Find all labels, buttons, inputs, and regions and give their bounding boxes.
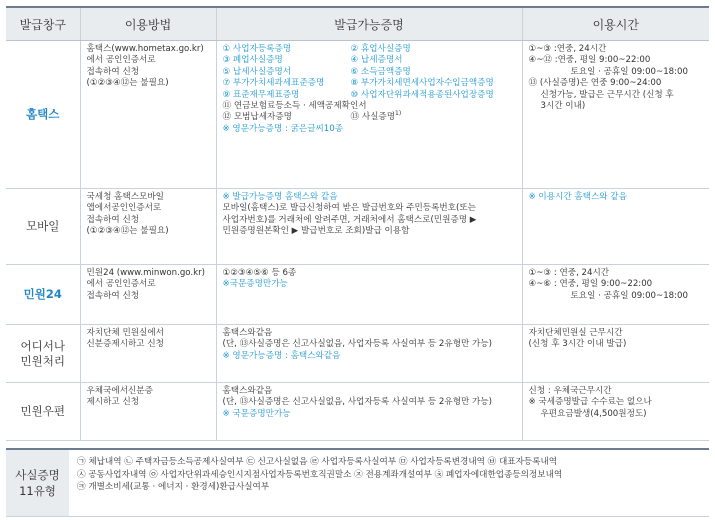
method-line: 에서 공인인증서로 <box>86 279 156 290</box>
cert-item: ⑪ 연금보험료등소득 · 세액공제확인서 <box>222 101 367 112</box>
cert-desc: 홈택스와같음 <box>222 328 273 338</box>
cert-item: ⑫ 모범납세자증명 <box>222 112 292 123</box>
cert-item: ② 휴업사실증명 <box>350 44 411 54</box>
cert-note: ※ 국문증명만가능 <box>222 408 291 419</box>
cert-note: ※ 영문가능증명 : 굵은글씨10종 <box>222 123 344 134</box>
fact-types-label-line: 11유형 <box>19 484 56 498</box>
method-line: 제시하고 신청 <box>86 397 140 408</box>
channel-post: 민원우편 <box>6 383 80 441</box>
footnote-marker: 1) <box>395 110 402 118</box>
row-minwon24 <box>6 265 709 325</box>
method-line: 자치단체 민원실에서 <box>86 328 164 338</box>
hours-mobile <box>522 189 709 265</box>
hours-line: (신청 후 3시간 이내 발급) <box>528 339 627 350</box>
row-mobile <box>6 189 709 265</box>
hours-line: ①~③ :연중, 24시간 <box>528 44 607 54</box>
fact-types-line: ㉦ 공동사업자내역 ㉧ 사업자단위과세승인시지점사업자등록번호직권말소 ㉨ 전용계좌개설여부 ㉩ 폐업자에대한업종등의정보내역 <box>77 469 563 480</box>
method-line: 신분증제시하고 신청 <box>86 339 164 350</box>
header-certs: 발급가능증명 <box>216 7 522 41</box>
cert-item-text: ⑬ 사실증명 <box>350 112 396 123</box>
method-line: 국세청 홈택스모바일 <box>86 192 164 202</box>
hours-line: ④~⑥ : 연중, 평일 9:00~22:00 <box>528 279 653 290</box>
row-hometax <box>6 41 709 189</box>
method-line: 접속하여 신청 <box>86 214 140 225</box>
cert-item: ① 사업자등록증명 <box>222 44 292 54</box>
method-minwon24 <box>80 265 216 325</box>
cert-item: ⑥ 소득금액증명 <box>350 66 411 77</box>
hours-line: 토요일 · 공휴일 09:00~18:00 <box>570 290 688 301</box>
method-line: 접속하여 신청 <box>86 66 140 77</box>
channel-anywhere <box>6 325 80 383</box>
fact-types-list <box>69 450 709 516</box>
method-line: 접속하여 신청 <box>86 290 140 301</box>
certs-anywhere <box>216 325 522 383</box>
method-line: 에서 공인인증서로 <box>86 55 156 66</box>
hours-line: 자치단체민원실 근무시간 <box>528 328 623 338</box>
certs-minwon24 <box>216 265 522 325</box>
hours-minwon24 <box>522 265 709 325</box>
channel-anywhere-line: 어디서나 <box>20 338 65 353</box>
hours-line: 우편요금발생(4,500원정도) <box>540 408 647 419</box>
method-line: 앱에서공인인증서로 <box>86 203 162 214</box>
method-line: (①②③④⑫는 불필요) <box>86 226 169 237</box>
hours-line: 토요일 · 공휴일 09:00~18:00 <box>570 66 688 77</box>
cert-item: ④ 납세증명서 <box>350 55 403 66</box>
hours-anywhere <box>522 325 709 383</box>
channel-hometax: 홈택스 <box>6 41 80 189</box>
fact-types-label-line: 사실증명 <box>15 468 60 482</box>
hours-line: ※ 국세증명발급 수수료는 없으나 <box>528 397 652 408</box>
fact-types-label <box>6 450 69 516</box>
cert-item <box>351 112 516 123</box>
fact-types-line: ㉠ 체납내역 ㉡ 주택자금등소득공제사실여부 ㉢ 신고사실없음 ㉣ 사업자등록사실여부 ㉤ 사업자등록변경내역 ㉥ 대표자등록내역 <box>77 457 558 467</box>
certs-post <box>216 383 522 441</box>
cert-note: ※ 발급가능증명 홈택스와 같음 <box>222 192 338 202</box>
header-hours: 이용시간 <box>522 7 709 41</box>
issuance-table <box>6 6 709 441</box>
method-post <box>80 383 216 441</box>
cert-item: ⑦ 부가가치세과세표준증명 <box>222 78 325 89</box>
hours-line: ①~③ : 연중, 24시간 <box>528 268 610 278</box>
cert-desc: 사업자번호)를 거래처에 알려주면, 거래처에서 홈택스로(민원증명 ▶ <box>222 214 477 225</box>
method-hometax <box>80 41 216 189</box>
cert-item: ⑨ 표준재무제표증명 <box>222 89 300 100</box>
hours-line: ⑬ (사실증명)은 연중 9:00~24:00 <box>528 78 662 89</box>
hours-hometax <box>522 41 709 189</box>
cert-item: ③ 폐업사실증명 <box>222 55 283 66</box>
hours-line: 신청가능, 발급은 근무시간 (신청 후 <box>540 89 674 100</box>
certs-mobile <box>216 189 522 265</box>
method-mobile <box>80 189 216 265</box>
certs-hometax <box>216 41 522 189</box>
cert-desc: (단, ⑬사실증명은 신고사실없음, 사업자등록 사실여부 등 2유형만 가능) <box>222 339 492 350</box>
fact-types-line: ㉪ 개별소비세(교통 · 에너지 · 환경세)환급사실여부 <box>77 482 270 493</box>
method-line: 민원24 (www.minwon.go.kr) <box>86 268 205 278</box>
hours-note: ※ 이용시간 홈택스와 같음 <box>528 192 627 202</box>
channel-minwon24: 민원24 <box>6 265 80 325</box>
hours-line: ④~⑫ :연중, 평일 9:00~22:00 <box>528 55 651 66</box>
cert-desc: 홈택스와같음 <box>222 386 273 396</box>
channel-mobile: 모바일 <box>6 189 80 265</box>
cert-note: ※국문증명만가능 <box>222 279 288 290</box>
cert-desc: (단, ⑬사실증명은 신고사실없음, 사업자등록 사실여부 등 2유형만 가능) <box>222 397 492 408</box>
header-channel: 발급창구 <box>6 7 80 41</box>
method-line: (①②③④⑫는 불필요) <box>86 78 169 89</box>
method-line: 우체국에서신분증 <box>86 386 153 396</box>
hours-post <box>522 383 709 441</box>
channel-anywhere-line: 민원처리 <box>20 353 65 368</box>
row-anywhere <box>6 325 709 383</box>
cert-note: ※ 영문가능증명 : 홈택스와같음 <box>222 350 341 361</box>
cert-item: ⑤ 납세사실증명서 <box>222 66 292 77</box>
cert-desc: 민원증명원본확인 ▶ 발급번호로 조회)발급 이용함 <box>222 226 410 237</box>
hours-line: 3시간 이내) <box>540 101 586 112</box>
cert-item: ⑩ 사업자단위과세적용종된사업장증명 <box>350 89 494 100</box>
table-header-row <box>6 7 709 41</box>
row-post <box>6 383 709 441</box>
cert-desc: ①②③④⑤⑥ 등 6종 <box>222 268 297 278</box>
hours-line: 신청 : 우체국근무시간 <box>528 386 612 396</box>
method-line: 홈택스(www.hometax.go.kr) <box>86 44 204 54</box>
fact-certificate-types <box>6 448 709 517</box>
method-anywhere <box>80 325 216 383</box>
header-method: 이용방법 <box>80 7 216 41</box>
cert-item: ⑧ 부가가치세면세사업자수입금액증명 <box>350 78 494 89</box>
cert-desc: 모바일(홈택스)로 발급신청하여 받은 발급번호와 주민등록번호(또는 <box>222 203 476 214</box>
